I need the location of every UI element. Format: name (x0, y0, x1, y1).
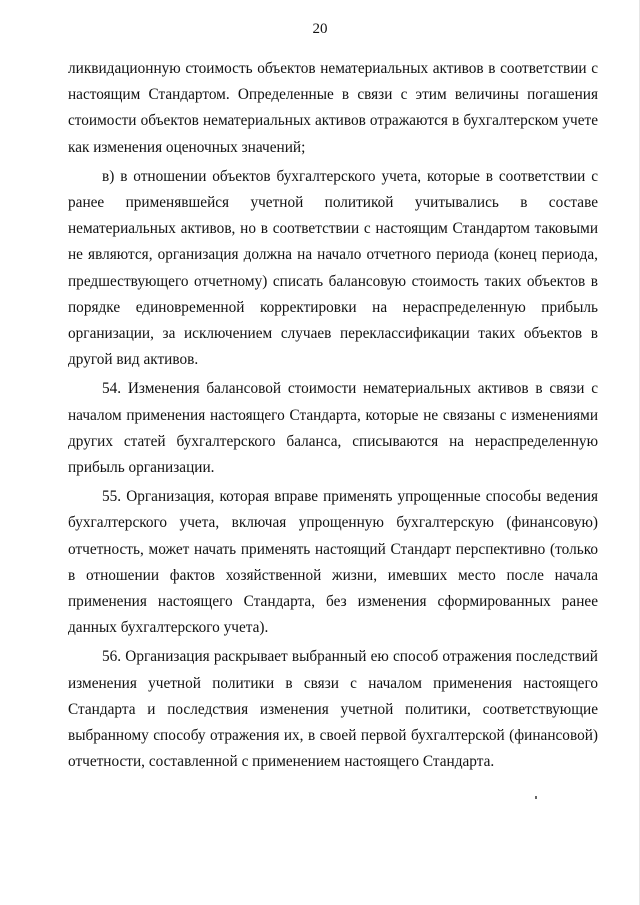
scan-speck (535, 796, 537, 799)
paragraph-item-v: в) в отношении объектов бухгалтерского учета, которые в соответствии с ранее применявшейся учетной политикой учитывались в составе нематериальных активов, но в соответствии с настоящим Стандартом таковыми не являются, организация должна на начало отчетного периода (конец периода, предшествующего отчетному) списать балансовую стоимость таких объектов в порядке единовременной корректировки на нераспределенную прибыль организации, за исключением случаев переклассификации таких объектов в другой вид активов. (68, 167, 598, 369)
paragraph-continuation: ликвидационную стоимость объектов нематериальных активов в соответствии с настоящим Стандартом. Определенные в связи с этим величины погашения стоимости объектов нематериальных активов отражаются в бухгалтерском учете как изменения оценочных значений; (68, 60, 598, 156)
page-number: 20 (312, 21, 328, 37)
paragraph-54: 54. Изменения балансовой стоимости нематериальных активов в связи с началом применения настоящего Стандарта, которые не связаны с изменениями других статей бухгалтерского баланса, списываются на нераспределенную прибыль организации. (68, 380, 598, 477)
document-body (68, 56, 598, 778)
paragraph-55: 55. Организация, которая вправе применять упрощенные способы ведения бухгалтерского учета, включая упрощенную бухгалтерскую (финансовую) отчетность, может начать применять настоящий Стандарт перспективно (только в отношении фактов хозяйственной жизни, имевших место после начала применения настоящего Стандарта, без изменения сформированных ранее данных бухгалтерского учета). (68, 488, 598, 637)
paragraph-56: 56. Организация раскрывает выбранный ею способ отражения последствий изменения учетной политики в связи с началом применения настоящего Стандарта и последствия изменения учетной политики, соответствующие выбранному способу отражения их, в своей первой бухгалтерской (финансовой) отчетности, составленной с применением настоящего Стандарта. (68, 648, 598, 771)
